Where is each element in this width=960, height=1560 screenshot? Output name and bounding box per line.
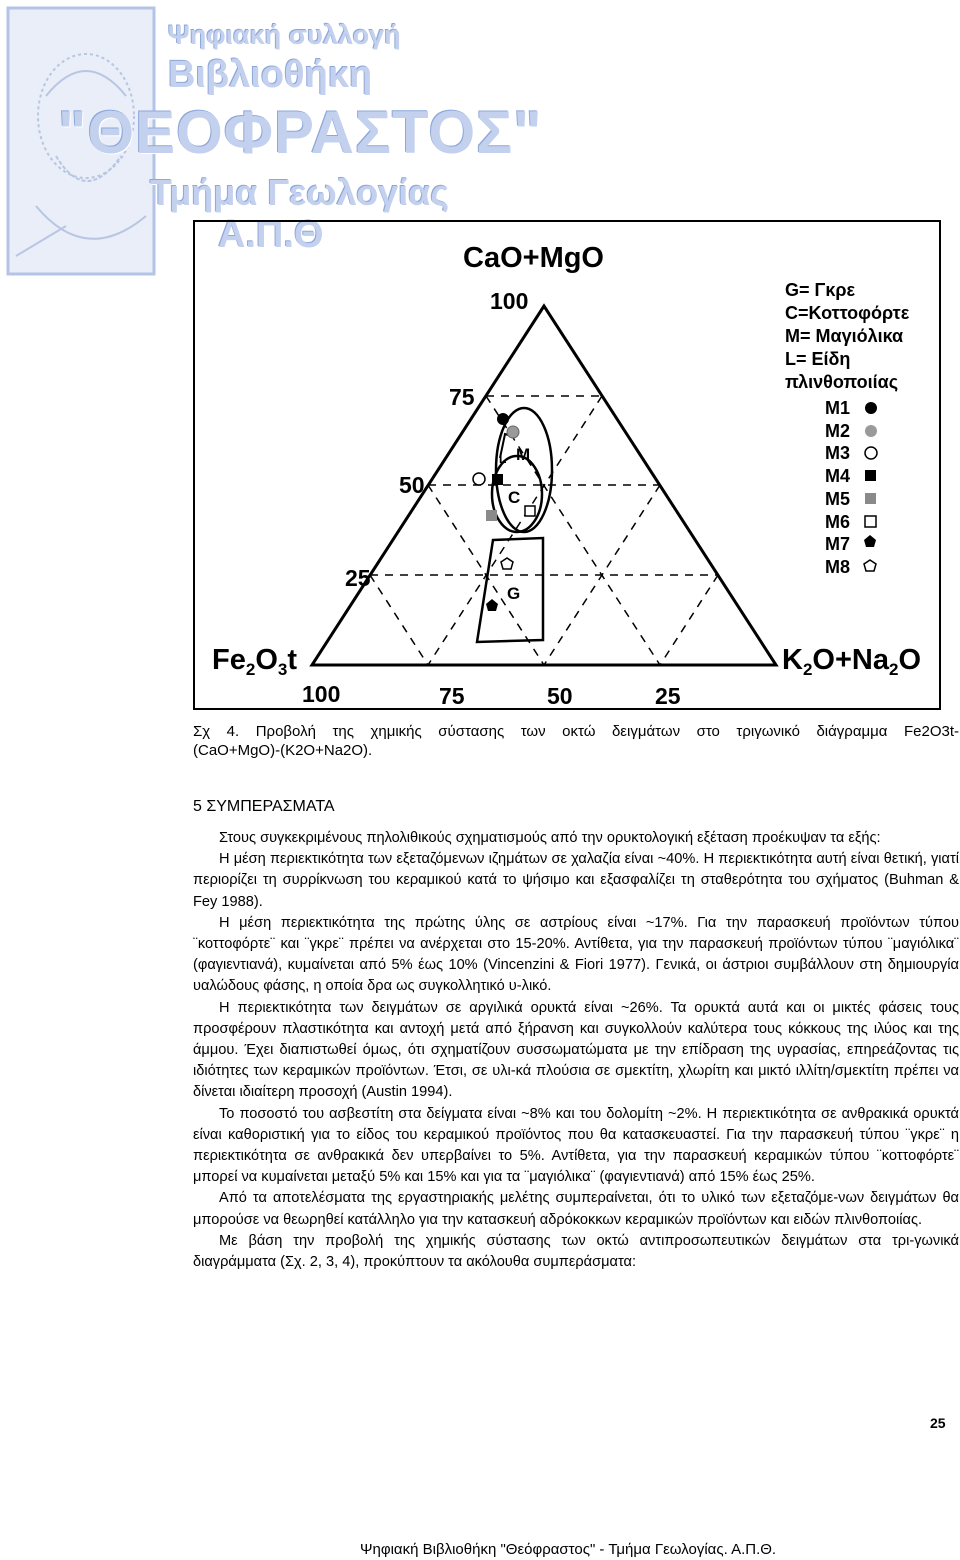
section-heading: 5 ΣΥΜΠΕΡΑΣΜΑΤΑ [193, 798, 335, 815]
paragraph: Με βάση την προβολή της χημικής σύστασης των οκτώ αντιπροσωπευτικών δειγμάτων στα τρι-γωνικά διαγράμματα (Σχ. 2, 3, 4), προκύπτουν τα ακόλουθα συμπεράσματα: [193, 1232, 959, 1271]
legend-item-m5: M5 [825, 489, 851, 509]
legend-item-m8: M8 [825, 557, 851, 577]
legend-title-l: L= Είδη [785, 349, 851, 369]
ternary-diagram [193, 220, 941, 710]
left-tick-label: 50 [399, 472, 425, 498]
sample-m8-point [501, 558, 513, 569]
legend-markers [864, 402, 877, 571]
field-label-l: L [499, 452, 507, 466]
paragraph: Η μέση περιεκτικότητα των εξεταζόμενων ιζημάτων σε χαλαζία είναι ~40%. Η περιεκτικότητα αυτή είναι θετική, γιατί περιορίζει τη συρρίκνωση του κεραμικού κατά το ψήσιμο και εξασφαλίζει τη σταθερότητα του σχήματος (Buhman & Fey 1988). [193, 851, 959, 910]
watermark-line-3: "ΘΕΟΦΡΑΣΤΟΣ" [58, 99, 543, 166]
legend-title-m: M= Μαγιόλικα [785, 326, 904, 346]
bottom-tick-label: 100 [302, 681, 341, 707]
figure-caption-line-2: (CaO+MgO)-(K2O+Na2O). [193, 742, 373, 759]
sample-m1-point [497, 413, 509, 425]
paragraph: Στους συγκεκριμένους πηλολιθικούς σχηματισμούς από την ορυκτολογική εξέταση προέκυψαν τα εξής: [219, 830, 881, 846]
legend-title-g: G= Γκρε [785, 280, 856, 300]
sample-m2-point [507, 426, 519, 438]
legend-item-m3: M3 [825, 443, 851, 463]
watermark-line-2: Βιβλιοθήκη [168, 54, 373, 96]
legend-title-c: C=Κοττοφόρτε [785, 303, 910, 323]
legend-item-m6: M6 [825, 512, 851, 532]
watermark-line-5: Α.Π.Θ [218, 214, 324, 256]
field-label-m: M [516, 445, 531, 464]
sample-m4-point [492, 474, 503, 485]
field-label-c: C [508, 488, 521, 507]
body-text [193, 828, 959, 1273]
legend-item-m4: M4 [825, 466, 851, 486]
figure-caption: Σχ 4. Προβολή της χημικής σύστασης των οκτώ δειγμάτων στο τριγωνικό διάγραμμα Fe2O3t- [193, 723, 959, 740]
field-label-g: G [507, 584, 521, 603]
left-tick-label: 25 [345, 565, 371, 591]
field-m-outline [496, 408, 552, 532]
paragraph: Η μέση περιεκτικότητα της πρώτης ύλης σε αστρίους είναι ~17%. Για την παρασκευή προϊόντων τύπου ¨κοττοφόρτε¨ και ¨γκρε¨ πρέπει να ανέρχεται στο 15-20%. Αντίθετα, για την παρασκευή προϊόντων τύπου ¨μαγιόλικα¨ (φαγιεντιανά), κυμαίνεται από 5% έως 10% (Vincenzini & Fiori 1977). Γενικά, οι άστριοι συμβάλλουν στη δημιουργία υαλώδους φάσης, η οποία δρα ως συγκολλητικό υ-λικό. [193, 914, 959, 995]
legend-title-l-cont: πλινθοποιίας [785, 372, 899, 392]
sample-m3-point [473, 473, 485, 485]
sample-m6-point [525, 506, 535, 516]
sample-m5-point [486, 510, 497, 521]
bottom-tick-label: 75 [439, 683, 465, 709]
left-tick-label: 100 [490, 288, 529, 314]
sample-m7-point [486, 599, 498, 611]
bottom-tick-label: 50 [547, 683, 573, 709]
watermark-line-1: Ψηφιακή συλλογή [168, 20, 401, 50]
paragraph: Από τα αποτελέσματα της εργαστηριακής μελέτης συμπεραίνεται, ότι το υλικό των εξεταζόμε-νων δειγμάτων θα μπορούσε να θεωρηθεί κατάλληλο για την κατασκευή αδρόκοκκων κεραμικών προϊόντων και ειδών πλινθοποιίας. [193, 1190, 959, 1228]
paragraph: Το ποσοστό του ασβεστίτη στα δείγματα είναι ~8% και του δολομίτη ~2%. Η περιεκτικότητα σε ανθρακικά ορυκτά είναι καθοριστική για το είδος του κεραμικού προϊόντος που θα κατασκευαστεί. Για την παρασκευή τύπου ¨γκρε¨ η περιεκτικότητα σε ανθρακικά δεν υπερβαίνει το 5%. Αντίθετα, για την παρασκευή κεραμικών τύπου ¨κοττοφόρτε¨ μπορεί να κυμαίνεται μεταξύ 5% και 15% και για τα ¨μαγιόλικα¨ (φαγιεντιανά) από 15% έως 25%. [193, 1105, 959, 1186]
watermark-line-4: Τμήμα Γεωλογίας [150, 172, 450, 213]
legend-item-m1: M1 [825, 398, 851, 418]
paragraph: Η περιεκτικότητα των δειγμάτων σε αργιλικά ορυκτά είναι ~26%. Τα ορυκτά αυτά και οι μικτές φάσεις τους προσφέρουν πλαστικότητα και αντοχή μετά από ξήρανση και συγκολλούν καλύτερα τους κόκκους της ιλύος και της άμμου. Έχει διαπιστωθεί όμως, ότι σχηματίζουν συσσωματώματα με την επίδραση της υγρασίας, επηρεάζοντας τις ιδιότητες των κεραμικών προϊόντων. Έτσι, σε υλι-κά πλούσια σε σμεκτίτη, χλωρίτη και μικτό ιλλίτη/σμεκτίτη πρέπει να δίνεται ιδιαίτερη προσοχή (Austin 1994). [193, 999, 959, 1101]
page-number: 25 [930, 1415, 946, 1431]
legend-item-m2: M2 [825, 421, 851, 441]
bottom-tick-label: 25 [655, 683, 681, 709]
legend-item-m7: M7 [825, 534, 851, 554]
left-tick-label: 75 [449, 384, 475, 410]
axis-title-fe2o3t: $Fe_2O_3t$ [212, 644, 298, 679]
axis-title-cao-mgo: CaO+MgO [463, 242, 604, 274]
page-footer: Ψηφιακή Βιβλιοθήκη "Θεόφραστος" - Τμήμα Γεωλογίας. Α.Π.Θ. [360, 1541, 777, 1558]
axis-title-k2o-na2o: $K_2O+Na_2O$ [782, 644, 922, 679]
